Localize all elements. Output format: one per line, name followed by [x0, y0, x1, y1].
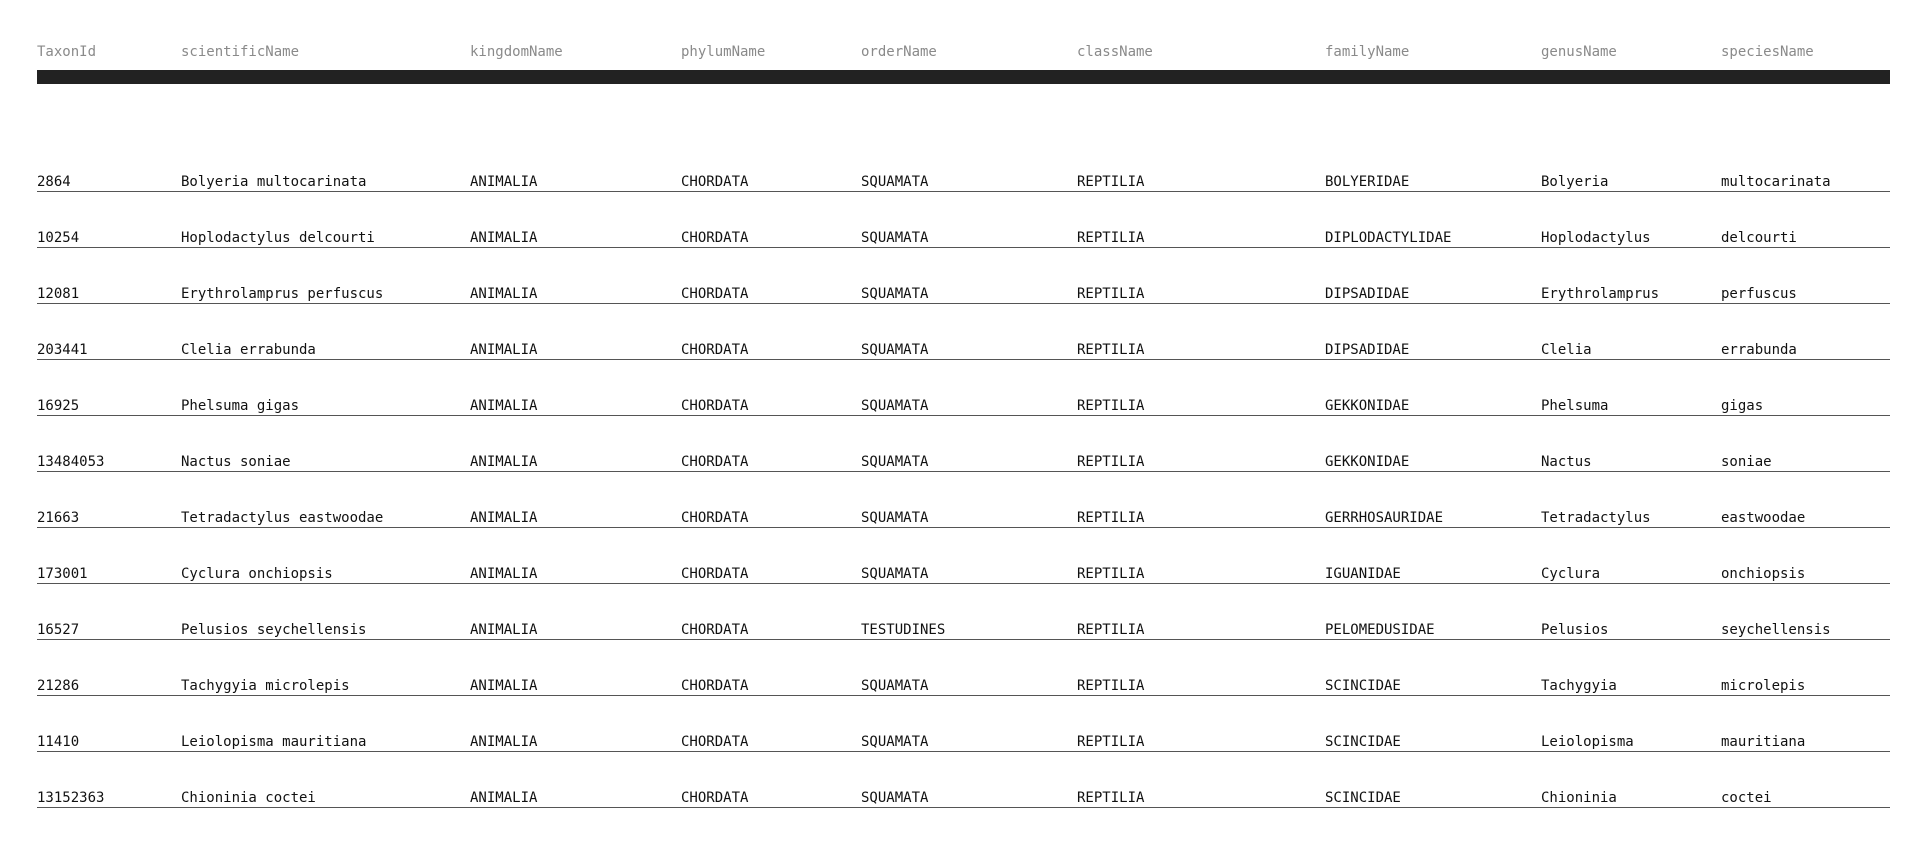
cell-kingdomname: [470, 696, 681, 752]
cell-ordername: [861, 304, 1077, 360]
cell-kingdomname: [470, 640, 681, 696]
cell-phylumname: [681, 472, 861, 528]
cell-text: REPTILIA: [1077, 790, 1145, 806]
table-row: [37, 304, 1890, 360]
cell-text: seychellensis: [1721, 622, 1831, 638]
cell-genusname: [1541, 192, 1721, 248]
cell-text: CHORDATA: [681, 286, 749, 302]
cell-classname: [1077, 752, 1325, 808]
cell-familyname: [1325, 416, 1541, 472]
cell-ordername: [861, 752, 1077, 808]
cell-text: SQUAMATA: [861, 510, 929, 526]
cell-text: REPTILIA: [1077, 286, 1145, 302]
cell-text: GEKKONIDAE: [1325, 454, 1410, 470]
cell-text: SQUAMATA: [861, 678, 929, 694]
cell-text: 16925: [37, 398, 80, 414]
cell-text: ANIMALIA: [470, 734, 538, 750]
cell-classname: [1077, 136, 1325, 192]
cell-familyname: [1325, 584, 1541, 640]
cell-classname: [1077, 472, 1325, 528]
cell-ordername: [861, 696, 1077, 752]
cell-text: CHORDATA: [681, 678, 749, 694]
cell-text: ANIMALIA: [470, 622, 538, 638]
cell-taxonid: [37, 360, 181, 416]
cell-text: perfuscus: [1721, 286, 1797, 302]
cell-text: Bolyeria multocarinata: [181, 174, 367, 190]
cell-text: SCINCIDAE: [1325, 678, 1401, 694]
cell-text: 21663: [37, 510, 80, 526]
cell-text: SQUAMATA: [861, 398, 929, 414]
cell-familyname: [1325, 304, 1541, 360]
cell-text: 10254: [37, 230, 80, 246]
cell-text: Tetradactylus: [1541, 510, 1651, 526]
cell-text: Tetradactylus eastwoodae: [181, 510, 384, 526]
table-row: [37, 416, 1890, 472]
cell-phylumname: [681, 528, 861, 584]
cell-text: DIPSADIDAE: [1325, 286, 1410, 302]
cell-scientificname: [181, 696, 470, 752]
cell-text: ANIMALIA: [470, 230, 538, 246]
cell-kingdomname: [470, 304, 681, 360]
cell-text: SCINCIDAE: [1325, 790, 1401, 806]
cell-text: 2864: [37, 174, 71, 190]
cell-text: Cyclura onchiopsis: [181, 566, 333, 582]
cell-text: REPTILIA: [1077, 342, 1145, 358]
cell-speciesname: [1721, 472, 1890, 528]
cell-genusname: [1541, 696, 1721, 752]
cell-classname: [1077, 360, 1325, 416]
cell-text: Pelusios: [1541, 622, 1609, 638]
cell-classname: [1077, 584, 1325, 640]
cell-speciesname: [1721, 360, 1890, 416]
cell-genusname: [1541, 304, 1721, 360]
cell-text: SQUAMATA: [861, 566, 929, 582]
cell-taxonid: [37, 752, 181, 808]
cell-text: Phelsuma gigas: [181, 398, 300, 414]
cell-taxonid: [37, 472, 181, 528]
cell-text: coctei: [1721, 790, 1772, 806]
cell-text: ANIMALIA: [470, 510, 538, 526]
cell-phylumname: [681, 248, 861, 304]
cell-text: TESTUDINES: [861, 622, 946, 638]
cell-genusname: [1541, 248, 1721, 304]
cell-phylumname: [681, 192, 861, 248]
cell-familyname: [1325, 360, 1541, 416]
header-row: [37, 44, 1890, 70]
cell-text: GERRHOSAURIDAE: [1325, 510, 1444, 526]
cell-text: delcourti: [1721, 230, 1797, 246]
cell-phylumname: [681, 304, 861, 360]
cell-scientificname: [181, 248, 470, 304]
cell-phylumname: [681, 640, 861, 696]
cell-text: SQUAMATA: [861, 734, 929, 750]
cell-scientificname: [181, 304, 470, 360]
cell-familyname: [1325, 640, 1541, 696]
cell-text: REPTILIA: [1077, 566, 1145, 582]
cell-text: ANIMALIA: [470, 454, 538, 470]
cell-text: 13484053: [37, 454, 105, 470]
cell-text: gigas: [1721, 398, 1764, 414]
cell-scientificname: [181, 472, 470, 528]
cell-ordername: [861, 360, 1077, 416]
table-row: [37, 360, 1890, 416]
cell-text: ANIMALIA: [470, 678, 538, 694]
cell-text: SCINCIDAE: [1325, 734, 1401, 750]
cell-classname: [1077, 696, 1325, 752]
cell-text: CHORDATA: [681, 398, 749, 414]
cell-genusname: [1541, 136, 1721, 192]
cell-phylumname: [681, 584, 861, 640]
cell-classname: [1077, 248, 1325, 304]
cell-text: REPTILIA: [1077, 622, 1145, 638]
cell-text: CHORDATA: [681, 230, 749, 246]
header-spacer: [37, 84, 1890, 136]
cell-speciesname: [1721, 584, 1890, 640]
column-header-kingdomname: kingdomName: [470, 44, 563, 60]
cell-text: SQUAMATA: [861, 286, 929, 302]
cell-text: Clelia errabunda: [181, 342, 316, 358]
cell-speciesname: [1721, 528, 1890, 584]
cell-text: Phelsuma: [1541, 398, 1609, 414]
cell-kingdomname: [470, 528, 681, 584]
cell-text: mauritiana: [1721, 734, 1806, 750]
cell-taxonid: [37, 584, 181, 640]
cell-text: onchiopsis: [1721, 566, 1806, 582]
cell-text: REPTILIA: [1077, 230, 1145, 246]
cell-taxonid: [37, 696, 181, 752]
cell-text: eastwoodae: [1721, 510, 1806, 526]
cell-phylumname: [681, 416, 861, 472]
cell-text: CHORDATA: [681, 622, 749, 638]
cell-text: 16527: [37, 622, 80, 638]
cell-text: Clelia: [1541, 342, 1592, 358]
table-row: [37, 192, 1890, 248]
cell-text: CHORDATA: [681, 510, 749, 526]
cell-familyname: [1325, 248, 1541, 304]
table-row: [37, 696, 1890, 752]
cell-kingdomname: [470, 248, 681, 304]
column-header-familyname: familyName: [1325, 44, 1410, 60]
cell-taxonid: [37, 640, 181, 696]
cell-text: CHORDATA: [681, 734, 749, 750]
cell-kingdomname: [470, 136, 681, 192]
cell-text: Erythrolamprus perfuscus: [181, 286, 384, 302]
cell-kingdomname: [470, 360, 681, 416]
cell-ordername: [861, 584, 1077, 640]
cell-scientificname: [181, 528, 470, 584]
cell-kingdomname: [470, 192, 681, 248]
cell-taxonid: [37, 248, 181, 304]
cell-kingdomname: [470, 584, 681, 640]
cell-text: 13152363: [37, 790, 105, 806]
cell-text: Bolyeria: [1541, 174, 1609, 190]
table-row: [37, 584, 1890, 640]
cell-scientificname: [181, 136, 470, 192]
cell-text: 21286: [37, 678, 80, 694]
cell-text: SQUAMATA: [861, 230, 929, 246]
cell-text: REPTILIA: [1077, 678, 1145, 694]
cell-speciesname: [1721, 752, 1890, 808]
cell-text: 203441: [37, 342, 88, 358]
cell-taxonid: [37, 192, 181, 248]
cell-phylumname: [681, 696, 861, 752]
cell-speciesname: [1721, 136, 1890, 192]
cell-phylumname: [681, 360, 861, 416]
cell-text: SQUAMATA: [861, 342, 929, 358]
column-header-speciesname: speciesName: [1721, 44, 1814, 60]
cell-scientificname: [181, 640, 470, 696]
taxon-table: [37, 44, 1890, 808]
table-row: [37, 248, 1890, 304]
cell-text: Chioninia coctei: [181, 790, 316, 806]
cell-scientificname: [181, 584, 470, 640]
cell-text: IGUANIDAE: [1325, 566, 1401, 582]
cell-text: Hoplodactylus: [1541, 230, 1651, 246]
column-header-classname: className: [1077, 44, 1153, 60]
cell-ordername: [861, 640, 1077, 696]
cell-text: Pelusios seychellensis: [181, 622, 367, 638]
cell-text: SQUAMATA: [861, 454, 929, 470]
header-rule: [37, 70, 1890, 84]
cell-text: Cyclura: [1541, 566, 1601, 582]
cell-text: Chioninia: [1541, 790, 1617, 806]
cell-ordername: [861, 416, 1077, 472]
cell-text: REPTILIA: [1077, 454, 1145, 470]
cell-taxonid: [37, 136, 181, 192]
cell-speciesname: [1721, 192, 1890, 248]
table-row: [37, 752, 1890, 808]
cell-ordername: [861, 248, 1077, 304]
cell-ordername: [861, 472, 1077, 528]
cell-scientificname: [181, 416, 470, 472]
cell-text: Erythrolamprus: [1541, 286, 1660, 302]
cell-classname: [1077, 416, 1325, 472]
taxon-table-container: [37, 44, 1890, 808]
cell-text: SQUAMATA: [861, 174, 929, 190]
cell-text: Hoplodactylus delcourti: [181, 230, 375, 246]
cell-text: ANIMALIA: [470, 342, 538, 358]
cell-speciesname: [1721, 248, 1890, 304]
column-header-phylumname: phylumName: [681, 44, 766, 60]
cell-familyname: [1325, 696, 1541, 752]
cell-familyname: [1325, 472, 1541, 528]
cell-genusname: [1541, 416, 1721, 472]
cell-scientificname: [181, 752, 470, 808]
cell-classname: [1077, 528, 1325, 584]
cell-classname: [1077, 304, 1325, 360]
cell-text: REPTILIA: [1077, 510, 1145, 526]
cell-text: CHORDATA: [681, 342, 749, 358]
cell-speciesname: [1721, 416, 1890, 472]
cell-familyname: [1325, 752, 1541, 808]
table-row: [37, 640, 1890, 696]
cell-text: PELOMEDUSIDAE: [1325, 622, 1435, 638]
cell-text: ANIMALIA: [470, 790, 538, 806]
table-header: [37, 44, 1890, 136]
cell-text: BOLYERIDAE: [1325, 174, 1410, 190]
cell-kingdomname: [470, 752, 681, 808]
cell-text: Nactus soniae: [181, 454, 291, 470]
cell-text: errabunda: [1721, 342, 1797, 358]
table-body: [37, 136, 1890, 808]
column-header-genusname: genusName: [1541, 44, 1617, 60]
cell-text: DIPSADIDAE: [1325, 342, 1410, 358]
cell-genusname: [1541, 584, 1721, 640]
cell-text: CHORDATA: [681, 790, 749, 806]
cell-text: ANIMALIA: [470, 398, 538, 414]
cell-scientificname: [181, 192, 470, 248]
cell-text: soniae: [1721, 454, 1772, 470]
cell-text: CHORDATA: [681, 174, 749, 190]
table-row: [37, 136, 1890, 192]
cell-speciesname: [1721, 696, 1890, 752]
cell-ordername: [861, 136, 1077, 192]
cell-text: Leiolopisma: [1541, 734, 1634, 750]
cell-genusname: [1541, 360, 1721, 416]
column-header-taxonid: TaxonId: [37, 44, 97, 60]
cell-text: Tachygyia microlepis: [181, 678, 350, 694]
cell-phylumname: [681, 136, 861, 192]
cell-text: DIPLODACTYLIDAE: [1325, 230, 1452, 246]
cell-text: REPTILIA: [1077, 734, 1145, 750]
table-row: [37, 472, 1890, 528]
cell-text: 12081: [37, 286, 80, 302]
cell-taxonid: [37, 528, 181, 584]
cell-text: Nactus: [1541, 454, 1592, 470]
column-header-ordername: orderName: [861, 44, 937, 60]
cell-text: ANIMALIA: [470, 566, 538, 582]
cell-speciesname: [1721, 304, 1890, 360]
cell-genusname: [1541, 472, 1721, 528]
cell-text: microlepis: [1721, 678, 1806, 694]
cell-text: ANIMALIA: [470, 286, 538, 302]
cell-text: ANIMALIA: [470, 174, 538, 190]
cell-genusname: [1541, 640, 1721, 696]
cell-text: multocarinata: [1721, 174, 1831, 190]
cell-classname: [1077, 640, 1325, 696]
cell-kingdomname: [470, 416, 681, 472]
cell-ordername: [861, 528, 1077, 584]
cell-text: 11410: [37, 734, 80, 750]
cell-text: REPTILIA: [1077, 174, 1145, 190]
cell-kingdomname: [470, 472, 681, 528]
cell-taxonid: [37, 304, 181, 360]
cell-text: CHORDATA: [681, 454, 749, 470]
cell-ordername: [861, 192, 1077, 248]
cell-phylumname: [681, 752, 861, 808]
cell-familyname: [1325, 192, 1541, 248]
cell-genusname: [1541, 752, 1721, 808]
cell-familyname: [1325, 528, 1541, 584]
cell-text: CHORDATA: [681, 566, 749, 582]
cell-taxonid: [37, 416, 181, 472]
cell-familyname: [1325, 136, 1541, 192]
cell-classname: [1077, 192, 1325, 248]
cell-text: REPTILIA: [1077, 398, 1145, 414]
cell-speciesname: [1721, 640, 1890, 696]
cell-text: GEKKONIDAE: [1325, 398, 1410, 414]
column-header-scientificname: scientificName: [181, 44, 300, 60]
cell-scientificname: [181, 360, 470, 416]
cell-text: SQUAMATA: [861, 790, 929, 806]
table-row: [37, 528, 1890, 584]
cell-genusname: [1541, 528, 1721, 584]
cell-text: Tachygyia: [1541, 678, 1617, 694]
cell-text: Leiolopisma mauritiana: [181, 734, 367, 750]
cell-text: 173001: [37, 566, 88, 582]
